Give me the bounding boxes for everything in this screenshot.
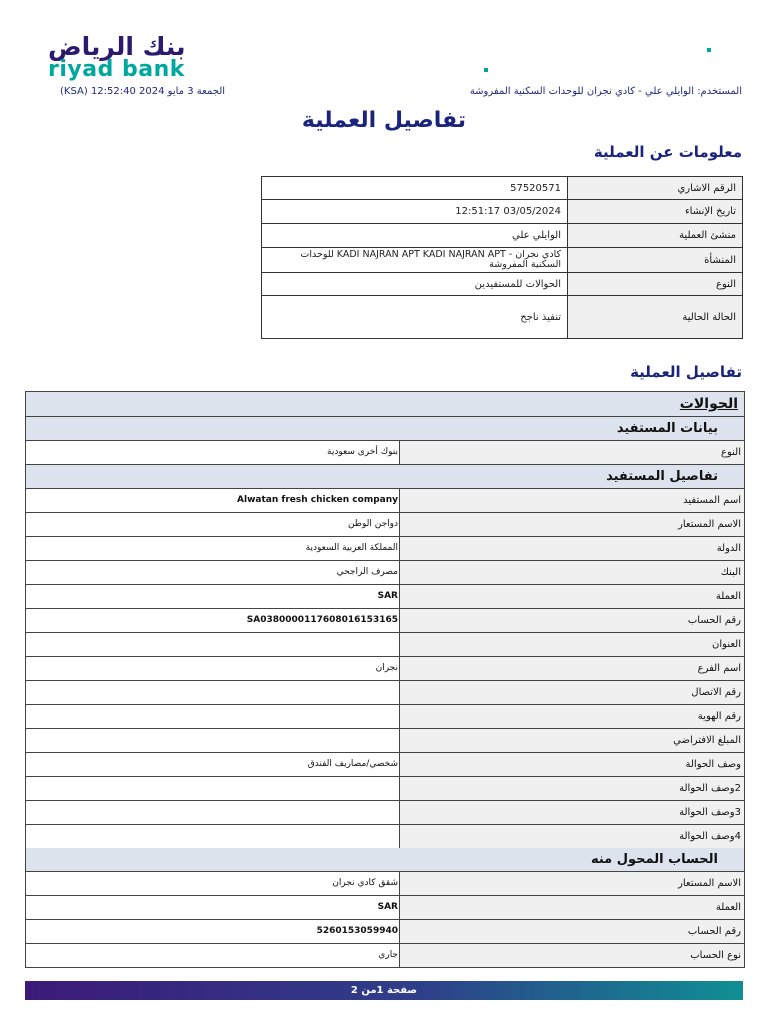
transaction-info-table (261, 176, 743, 339)
detail-label: اسم المستفيد (399, 489, 744, 512)
page-title: تفاصيل العملية (301, 108, 467, 133)
table-row (26, 561, 744, 585)
info-label: الرقم الاشاري (568, 177, 743, 200)
info-value: 03/05/2024 12:51:17 (262, 200, 568, 224)
info-value: تنفيذ ناجح (262, 296, 568, 339)
info-value: 57520571 (262, 177, 568, 200)
riyad-bank-logo (48, 32, 223, 82)
detail-label: النوع (399, 441, 744, 464)
detail-value (26, 705, 399, 728)
table-row (26, 609, 744, 633)
detail-value: SAR (377, 591, 398, 601)
table-row (26, 944, 744, 967)
table-row (262, 177, 743, 200)
logo-english-text: riyad bank (48, 57, 185, 82)
detail-label: رقم الحساب (399, 609, 744, 632)
print-datetime: الجمعة 3 مايو 2024 12:52:40 (KSA) (60, 86, 226, 97)
beneficiary-rows (26, 489, 744, 848)
user-info: المستخدم: الوايلي علي - كادي نجران للوحدات السكنية المفروشة (469, 86, 742, 97)
detail-label: 2وصف الحوالة (399, 777, 744, 800)
table-row (26, 896, 744, 920)
footer-page-indicator: صفحة 1من 2 (25, 981, 743, 1000)
detail-value: SAR (377, 902, 398, 912)
table-row (26, 633, 744, 657)
details-section-heading: تفاصيل العملية (630, 363, 742, 381)
transaction-details-table (25, 391, 745, 968)
detail-value: مصرف الراجحي (336, 567, 398, 577)
beneficiary-details-band: تفاصيل المستفيد (26, 465, 744, 489)
detail-label: رقم الحساب (399, 920, 744, 943)
info-value: الوايلي علي (262, 224, 568, 248)
detail-value: جاري (378, 950, 398, 960)
info-value: الحوالات للمستفيدين (262, 273, 568, 296)
decorative-dot-icon (484, 68, 488, 72)
table-row (262, 296, 743, 339)
decorative-dot-icon (707, 48, 711, 52)
detail-value (26, 825, 399, 848)
detail-label: الاسم المستعار (399, 872, 744, 895)
detail-value: شخصي/مصاريف الفندق (307, 759, 398, 769)
detail-label: نوع الحساب (399, 944, 744, 967)
detail-label: الاسم المستعار (399, 513, 744, 536)
table-row (26, 537, 744, 561)
detail-label: الدولة (399, 537, 744, 560)
table-row (26, 872, 744, 896)
table-row (26, 753, 744, 777)
detail-label: 4وصف الحوالة (399, 825, 744, 848)
table-row (26, 513, 744, 537)
detail-value: نجران (375, 663, 398, 673)
info-label: المنشأة (568, 248, 743, 273)
table-row (262, 224, 743, 248)
detail-value (26, 801, 399, 824)
detail-label: البنك (399, 561, 744, 584)
table-row (26, 657, 744, 681)
table-row (26, 825, 744, 848)
detail-value: SA0380000117608016153165 (246, 615, 398, 625)
detail-value: Alwatan fresh chicken company (237, 495, 398, 505)
beneficiary-data-band: بيانات المستفيد (26, 417, 744, 441)
info-label: تاريخ الإنشاء (568, 200, 743, 224)
table-row (26, 705, 744, 729)
info-label: الحالة الحالية (568, 296, 743, 339)
info-label: منشئ العملية (568, 224, 743, 248)
table-row (26, 729, 744, 753)
detail-label: العملة (399, 896, 744, 919)
detail-label: المبلغ الافتراضي (399, 729, 744, 752)
detail-value (26, 681, 399, 704)
detail-value: المملكة العربية السعودية (305, 543, 398, 553)
detail-label: رقم الاتصال (399, 681, 744, 704)
source-account-band: الحساب المحول منه (26, 848, 744, 872)
table-row (26, 681, 744, 705)
table-row (26, 441, 744, 465)
detail-label: 3وصف الحوالة (399, 801, 744, 824)
table-row (26, 920, 744, 944)
detail-label: وصف الحوالة (399, 753, 744, 776)
source-account-rows (26, 872, 744, 967)
info-section-heading: معلومات عن العملية (593, 143, 742, 161)
info-label: النوع (568, 273, 743, 296)
info-value: كادي نجران - KADI NAJRAN APT KADI NAJRAN APT للوحدات السكنية المفروشة (262, 248, 568, 273)
detail-label: اسم الفرع (399, 657, 744, 680)
table-row (262, 200, 743, 224)
detail-label: العملة (399, 585, 744, 608)
table-row (26, 489, 744, 513)
table-row (262, 248, 743, 273)
detail-value (26, 777, 399, 800)
table-row (26, 777, 744, 801)
logo-arabic-text: بنك الرياض (48, 32, 186, 61)
detail-value (26, 729, 399, 752)
table-row (26, 585, 744, 609)
table-row (26, 801, 744, 825)
detail-value: دواجن الوطن (347, 519, 398, 529)
transfers-band: الحوالات (26, 392, 744, 417)
detail-value: بنوك أخرى سعودية (327, 447, 398, 457)
detail-label: رقم الهوية (399, 705, 744, 728)
detail-value: 5260153059940 (316, 926, 398, 936)
table-row (262, 273, 743, 296)
detail-label: العنوان (399, 633, 744, 656)
detail-value: شقق كادي نجران (332, 878, 398, 888)
detail-value (26, 633, 399, 656)
